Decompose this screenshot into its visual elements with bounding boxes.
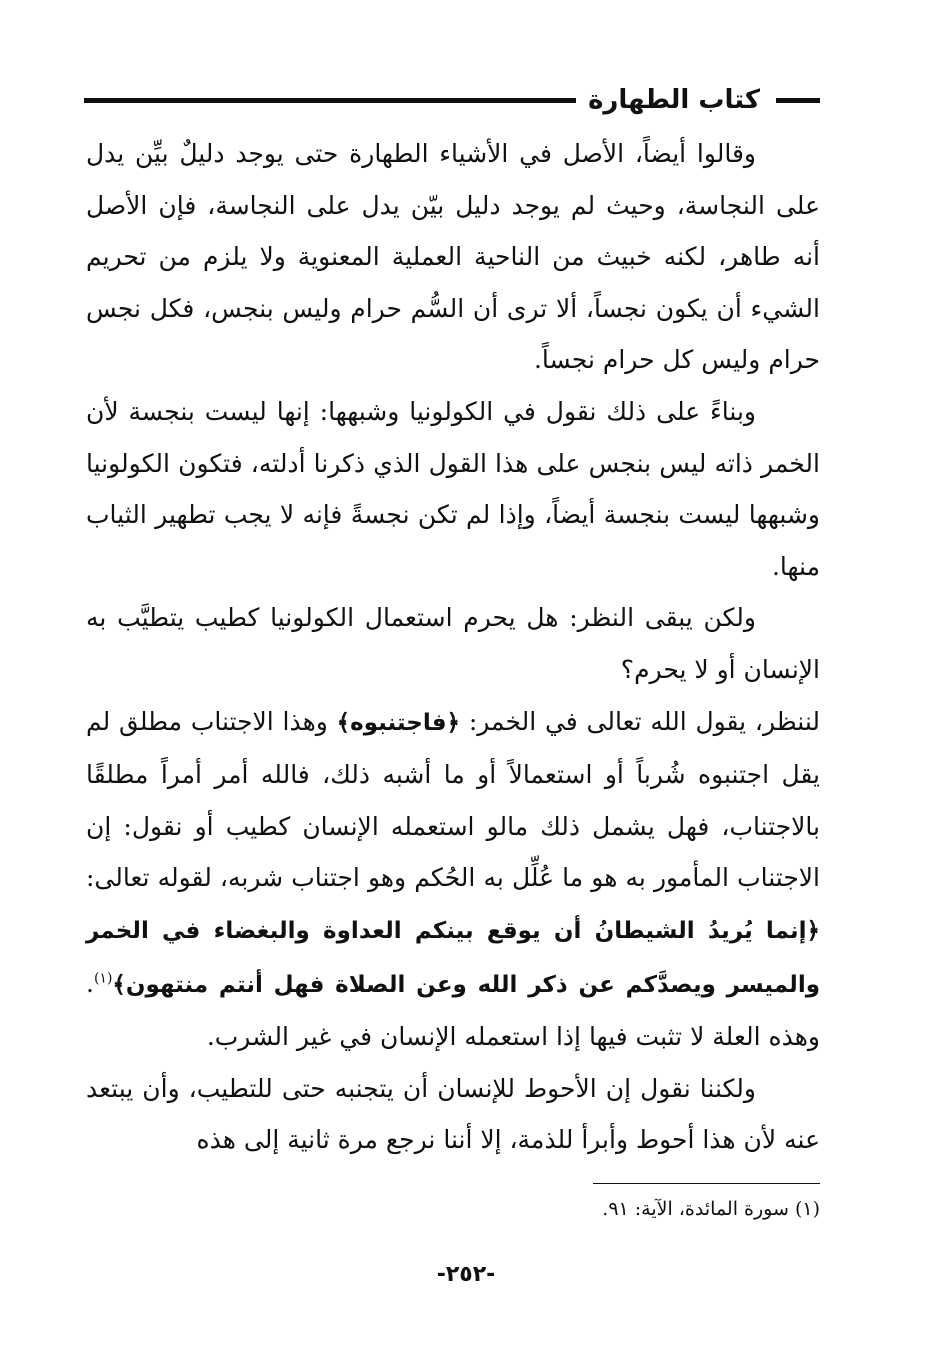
paragraph-5: ولكننا نقول إن الأحوط للإنسان أن يتجنبه حتى للتطيب، وأن يبتعد عنه لأن هذا أحوط وأبرأ للذمة، إلا أننا نرجع مرة ثانية إلى هذه xyxy=(86,1073,820,1155)
paragraph-3: ولكن يبقى النظر: هل يحرم استعمال الكولونيا كطيب يتطيَّب به الإنسان أو لا يحرم؟ xyxy=(86,603,820,684)
paragraph-4-text-b: وهذا الاجتناب مطلق لم يقل اجتنبوه شُرباً أو استعمالاً أو ما أشبه ذلك، فالله أمر أمراً مطلقًا بالاجتناب، فهل يشمل ذلك مالو استعمله الإنسان كطيب أو نقول: إن الاجتناب المأمور به هو ما عُلِّل به الحُكم وهو اجتناب شربه، لقوله تعالى: xyxy=(86,706,820,893)
paragraph-4-text-c: . وهذه العلة لا تثبت فيها إذا استعمله الإنسان في غير الشرب. xyxy=(86,968,820,1052)
paragraph-4-text-a: لننظر، يقول الله تعالى في الخمر: xyxy=(460,706,820,736)
footnote-separator xyxy=(593,1183,820,1184)
body-text xyxy=(86,128,820,1166)
paragraph-2: وبناءً على ذلك نقول في الكولونيا وشبهها: إنها ليست بنجسة لأن الخمر ذاته ليس بنجس على هذا القول الذي ذكرنا أدلته، فتكون الكولونيا وشبهها ليست بنجسة أيضاً، وإذا لم تكن نجسةً فإنه لا يجب تطهير الثياب منها. xyxy=(86,396,820,581)
quran-quote-2: ﴿إنما يُريدُ الشيطانُ أن يوقع بينكم العداوة والبغضاء في الخمر والميسر ويصدَّكم عن ذكر الله وعن الصلاة فهل أنتم منتهون﴾ xyxy=(86,917,820,998)
quran-quote-1: ﴿فاجتنبوه﴾ xyxy=(336,709,461,736)
running-header xyxy=(84,78,820,122)
paragraph-1: وقالوا أيضاً، الأصل في الأشياء الطهارة حتى يوجد دليلٌ بيِّن يدل على النجاسة، وحيث لم يوجد دليل بيّن يدل على النجاسة، فإن الأصل أنه طاهر، لكنه خبيث من الناحية العملية المعنوية ولا يلزم من تحريم الشيء أن يكون نجساً، ألا ترى أن السُّم حرام وليس بنجس، فكل نجس حرام وليس كل حرام نجساً. xyxy=(86,139,820,375)
footnote: (١) سورة المائدة، الآية: ٩١. xyxy=(602,1198,820,1220)
paragraph-4 xyxy=(86,696,820,1063)
header-dash xyxy=(776,98,820,103)
header-rule xyxy=(84,98,576,103)
chapter-title: كتاب الطهارة xyxy=(588,85,760,115)
page-number: -٢٥٢- xyxy=(436,1262,496,1287)
footnote-reference: (١) xyxy=(93,970,113,987)
